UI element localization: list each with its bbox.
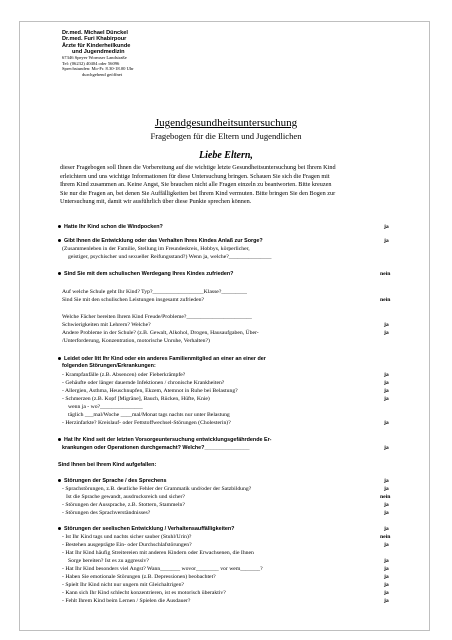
question-text: - Störungen des Sprachverständnisses? <box>62 510 151 516</box>
specialty-line-1: Ärzte für Kinderheilkunde <box>62 42 131 49</box>
question-text: Hat Ihr Kind seit der letzten Vorsorgeuntersuchung entwicklungsgefährdende Er- <box>64 437 272 443</box>
answer-option[interactable]: ja <box>384 510 389 516</box>
document-title: Jugendgesundheitsuntersuchung <box>154 117 298 129</box>
question-line <box>62 297 204 304</box>
question-text: - Sprachstörungen, z.B. deutliche Fehler der Grammatik und/oder der Satzbildung? <box>62 486 252 492</box>
question-line <box>62 388 238 395</box>
question-text: Schwierigkeiten mit Lehrern? Welche? <box>62 322 151 328</box>
answer-option[interactable]: ja <box>384 322 389 328</box>
answer-option[interactable]: nein <box>380 494 391 500</box>
question-line <box>58 526 234 533</box>
bullet-icon <box>58 272 61 275</box>
answer-option[interactable]: ja <box>384 486 389 492</box>
letterhead <box>62 30 202 78</box>
question-text: - Ist Ihr Kind tags und nachts sicher sauber (Stuhl/Urin)? <box>62 534 192 540</box>
question-text: Welche Fächer bereiten Ihrem Kind Freude/Probleme?_______________________ <box>62 314 252 320</box>
question-text: Sind Ihnen bei Ihrem Kind aufgefallen: <box>58 462 157 468</box>
question-text: - Krampfanfälle (z.B. Absencen) oder Fieberkrämpfe? <box>62 372 186 378</box>
question-line <box>62 322 151 329</box>
question-text: - Hat Ihr Kind häufig Streitereien mit anderen Kindern oder Erwachsenen, die Ihnen <box>62 550 254 556</box>
answer-option[interactable]: ja <box>384 380 389 386</box>
address-line: 67346 Speyer Wormser Landstraße <box>62 55 127 61</box>
question-line <box>62 486 251 493</box>
phone-line: Tel: (06232) 40404 oder 56096 <box>62 60 120 66</box>
question-text: Gibt Ihnen die Entwicklung oder das Verhalten Ihres Kindes Anlaß zur Sorge? <box>64 238 263 244</box>
answer-option[interactable]: ja <box>384 396 389 402</box>
question-text: (Zusammenleben in der Familie, Stellung im Freundeskreis, Hobbys, körperlicher, <box>62 246 250 252</box>
question-line <box>62 420 231 427</box>
question-text: Störungen der Sprache / des Sprechens <box>64 478 167 484</box>
bullet-icon <box>58 527 61 530</box>
greeting: Liebe Eltern, <box>199 150 253 161</box>
answer-option[interactable]: nein <box>380 271 391 277</box>
question-line <box>62 574 216 581</box>
question-line <box>62 445 249 452</box>
question-line <box>62 566 263 573</box>
question-text: - Allergien, Asthma, Heuschnupfen, Ekzem, Atemnot in Ruhe bei Belastung? <box>62 388 238 394</box>
document-subtitle: Fragebogen für die Eltern und Jugendlichen <box>150 131 302 141</box>
intro-line: erleichtern und uns wichtige Informationen für diese Untersuchung bringen. Schauen Sie sich die Fragen mit <box>60 172 330 180</box>
question-text: täglich ___mal/Woche ____mal/Monat tags nachts nur unter Belastung <box>68 412 230 418</box>
question-line <box>62 534 191 541</box>
question-text: - Haben Sie emotionale Störungen (z.B. Depressionen) beobachtet? <box>62 574 216 580</box>
answer-option[interactable]: ja <box>384 224 389 230</box>
answer-option[interactable]: ja <box>384 542 389 548</box>
question-text: - Kann sich Ihr Kind schlecht konzentrieren, ist es motorisch überaktiv? <box>62 590 226 596</box>
question-text: Leidet oder litt Ihr Kind oder ein anderes Familienmitglied an einer an einer der <box>64 356 266 362</box>
question-text: - Herzinfarkte? Kreislauf- oder Fettstoffwechsel-Störungen (Cholesterin)? <box>62 420 231 426</box>
hours-line: Sprechstunden: Mo-Fr. 8.30-18.00 Uhr <box>62 66 134 72</box>
question-line <box>62 338 210 345</box>
question-text: - Gehäufte oder länger dauernde Infektionen / chronische Krankheiten? <box>62 380 225 386</box>
answer-option[interactable]: ja <box>384 372 389 378</box>
question-text: - Störungen der Aussprache, z.B. Stottern, Stammeln? <box>62 502 185 508</box>
question-line <box>62 542 192 549</box>
answer-option[interactable]: ja <box>384 445 389 451</box>
question-line <box>62 598 190 605</box>
bullet-icon <box>58 357 61 360</box>
bullet-icon <box>58 479 61 482</box>
question-line <box>62 363 156 370</box>
question-line <box>62 582 184 589</box>
hours-line-2: durchgehend geöffnet <box>82 71 123 77</box>
question-line <box>62 396 210 403</box>
question-text: wenn ja - wo?_______________ <box>68 404 143 410</box>
answer-option[interactable]: ja <box>384 598 389 604</box>
intro-line: Ihrem Kind zusammen an. Keine Angst, Sie brauchen nicht alle Fragen einzeln zu beantworten. Bitte kreuzen <box>60 181 332 189</box>
question-text: Hatte Ihr Kind schon die Windpocken? <box>64 224 163 230</box>
answer-option[interactable]: ja <box>384 238 389 244</box>
question-line <box>58 238 263 245</box>
question-line <box>58 437 271 444</box>
question-line <box>62 510 150 517</box>
intro-line: dieser Fragebogen soll Ihnen die Vorbereitung auf die wichtige letzte Gesundheitsuntersuchung bei Ihrem Kind <box>60 164 336 171</box>
answer-option[interactable]: ja <box>384 526 389 532</box>
question-text: - Hat Ihr Kind besonders viel Angst? Wann_______ wovor________ vor wem_______? <box>62 566 263 572</box>
question-line <box>62 502 185 509</box>
answer-option[interactable]: ja <box>384 420 389 426</box>
question-line <box>58 271 233 278</box>
question-line <box>58 478 166 485</box>
bullet-icon <box>58 438 61 441</box>
answer-option[interactable]: ja <box>384 574 389 580</box>
question-text: - Spielt Ihr Kind nicht nur ungern mit Gleichaltrigen? <box>62 582 184 588</box>
question-line <box>62 330 259 337</box>
bullet-icon <box>58 239 61 242</box>
question-text: - Bestehen ausgeprägte Ein- oder Durchschlafstörungen? <box>62 542 192 548</box>
answer-option[interactable]: ja <box>384 502 389 508</box>
intro-paragraph <box>60 164 400 207</box>
question-text: folgenden Störungen/Erkrankungen: <box>62 363 156 369</box>
question-text: Sorge bereiten? Ist es zu aggressiv? <box>68 558 149 564</box>
question-text: krankungen oder Operationen durchgemacht? Welche?_______________ <box>62 445 250 451</box>
answer-option[interactable]: ja <box>384 590 389 596</box>
doctor-name-2: Dr.med. Furi Khabirpour <box>62 36 127 43</box>
question-text: - Fehlt Ihrem Kind beim Lernen / Spielen die Ausdauer? <box>62 598 191 604</box>
specialty-line-2: und Jugendmedizin <box>72 48 125 55</box>
question-text: - Schmerzen (z.B. Kopf [Migräne], Bauch, Rücken, Hüfte, Knie) <box>62 396 210 402</box>
question-line <box>68 404 143 411</box>
question-text: Sind Sie mit den schulischen Leistungen insgesamt zufrieden? <box>62 297 204 303</box>
question-line <box>58 224 163 231</box>
answer-option[interactable]: ja <box>384 478 389 484</box>
question-text: Ist die Sprache gewandt, ausdrucksreich und sicher? <box>66 494 185 500</box>
question-text: Andere Probleme in der Schule? (z.B. Gewalt, Alkohol, Drogen, Hausaufgaben, Über- <box>62 330 259 336</box>
question-line <box>68 254 271 261</box>
answer-option[interactable]: nein <box>380 297 391 303</box>
question-line <box>62 372 185 379</box>
question-line <box>58 462 156 469</box>
question-line <box>58 356 266 363</box>
question-text: Störungen der seelischen Entwicklung / Verhaltensauffälligkeiten? <box>64 526 235 532</box>
question-text: Auf welche Schule geht Ihr Kind? Typ?__________________Klasse?_________ <box>62 289 247 295</box>
question-text: geistiger, psychischer und sexueller Reifungsstand?) Wenn ja, welche?_______________ <box>68 254 272 260</box>
question-line <box>62 314 252 321</box>
question-line <box>68 558 149 565</box>
doctor-name-1: Dr.med. Michael Dünckel <box>62 30 128 36</box>
question-line <box>62 289 247 296</box>
question-line <box>62 590 226 597</box>
answer-option[interactable]: ja <box>384 566 389 572</box>
question-line <box>62 380 224 387</box>
question-line <box>62 246 250 253</box>
question-text: Sind Sie mit dem schulischen Werdegang Ihres Kindes zufrieden? <box>64 271 234 277</box>
question-line <box>66 494 185 501</box>
answer-option[interactable]: ja <box>384 330 389 336</box>
answer-option[interactable]: ja <box>384 558 389 564</box>
question-text: /Unterforderung, Konzentration, motorische Unruhe, Verhalten?) <box>62 338 210 344</box>
intro-line: Untersuchung mit, damit wir ausführlich über diese Punkte sprechen können. <box>60 198 252 206</box>
answer-option[interactable]: ja <box>384 388 389 394</box>
answer-option[interactable]: nein <box>380 534 391 540</box>
answer-option[interactable]: ja <box>384 582 389 588</box>
question-line <box>68 412 230 419</box>
intro-line: Sie nur die Fragen an, bei denen Sie Auffälligkeiten bei Ihrem Kind vermuten. Bitte bringen Sie den Bogen zur <box>60 189 336 197</box>
bullet-icon <box>58 225 61 228</box>
question-line <box>62 550 254 557</box>
